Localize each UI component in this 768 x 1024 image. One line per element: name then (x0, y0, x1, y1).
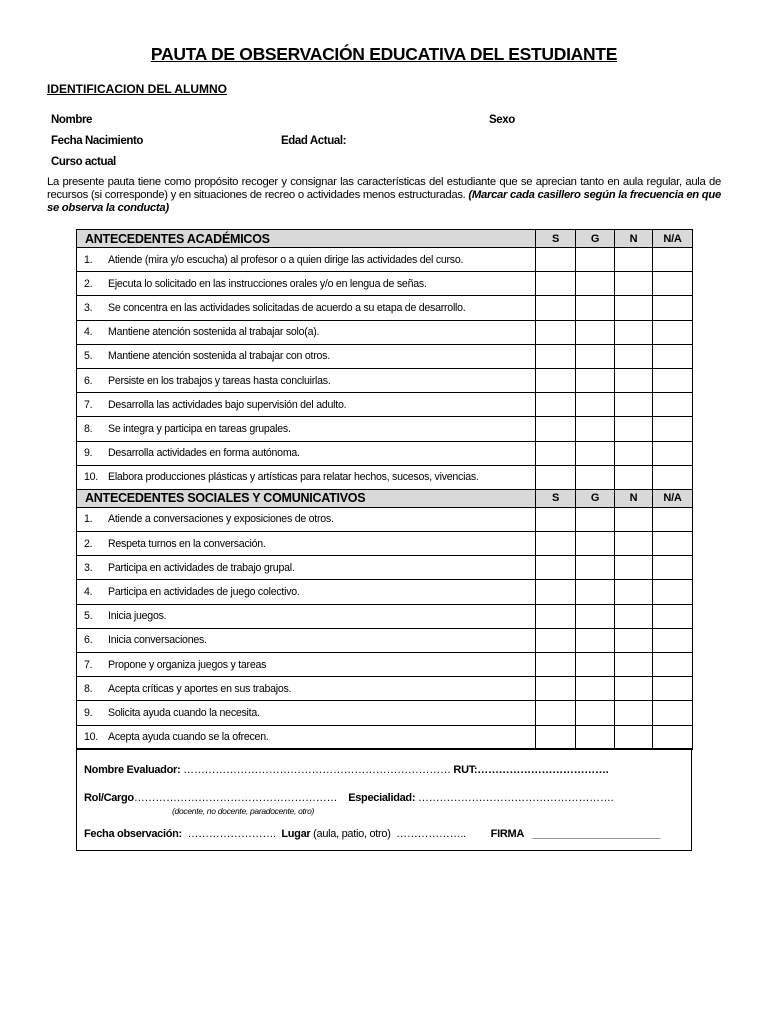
table-row (77, 417, 693, 441)
item-number: 10. (84, 471, 98, 484)
rol-field[interactable]: ………………………………………………… (133, 792, 338, 804)
item-number: 3. (84, 561, 93, 574)
mark-cell[interactable] (576, 677, 615, 701)
rol-label: Rol/Cargo (84, 792, 134, 804)
identification-heading: IDENTIFICACION DEL ALUMNO (47, 82, 227, 96)
mark-cell[interactable] (653, 701, 693, 725)
mark-cell[interactable] (615, 465, 653, 489)
nombre-label: Nombre (51, 114, 93, 126)
table-row (77, 272, 693, 296)
item-number: 1. (84, 513, 93, 526)
item-cell (77, 604, 536, 628)
mark-cell[interactable] (536, 368, 576, 392)
mark-cell[interactable] (615, 320, 653, 344)
item-text: Atiende a conversaciones y exposiciones de otros. (108, 513, 334, 526)
item-number: 9. (84, 447, 93, 460)
mark-cell[interactable] (615, 296, 653, 320)
column-header: S (536, 489, 576, 507)
curso-actual-label: Curso actual (51, 156, 116, 168)
table-row (77, 580, 693, 604)
mark-cell[interactable] (536, 556, 576, 580)
mark-cell[interactable] (653, 296, 693, 320)
item-number: 8. (84, 422, 93, 435)
fecha-nacimiento-label: Fecha Nacimiento (51, 135, 144, 147)
mark-cell[interactable] (576, 653, 615, 677)
table-row (77, 725, 693, 749)
mark-cell[interactable] (653, 441, 693, 465)
mark-cell[interactable] (615, 507, 653, 531)
edad-actual-label: Edad Actual: (281, 135, 347, 147)
mark-cell[interactable] (653, 368, 693, 392)
item-cell (77, 556, 536, 580)
item-text: Acepta ayuda cuando se la ofrecen. (108, 731, 269, 744)
table-row (77, 344, 693, 368)
item-cell (77, 296, 536, 320)
evaluador-field[interactable]: ………………………………………………………………… (183, 764, 451, 776)
item-text: Solicita ayuda cuando la necesita. (108, 706, 260, 719)
mark-cell[interactable] (615, 725, 653, 749)
item-cell (77, 677, 536, 701)
firma-field[interactable]: ______________________ (532, 828, 661, 840)
table-row (77, 441, 693, 465)
mark-cell[interactable] (576, 296, 615, 320)
item-text: Respeta turnos en la conversación. (108, 537, 266, 550)
mark-cell[interactable] (536, 393, 576, 417)
mark-cell[interactable] (576, 701, 615, 725)
mark-cell[interactable] (536, 296, 576, 320)
mark-cell[interactable] (615, 393, 653, 417)
mark-cell[interactable] (576, 272, 615, 296)
item-number: 1. (84, 253, 93, 266)
mark-cell[interactable] (615, 653, 653, 677)
item-text: Ejecuta lo solicitado en las instrucciones orales y/o en lengua de señas. (108, 277, 427, 290)
item-text: Elabora producciones plásticas y artísticas para relatar hechos, sucesos, vivencias. (108, 471, 479, 484)
table-row (77, 393, 693, 417)
item-text: Desarrolla actividades en forma autónoma. (108, 447, 300, 460)
mark-cell[interactable] (576, 344, 615, 368)
item-number: 9. (84, 706, 93, 719)
page-title: PAUTA DE OBSERVACIÓN EDUCATIVA DEL ESTUDIANTE (150, 44, 618, 64)
mark-cell[interactable] (653, 393, 693, 417)
item-text: Se integra y participa en tareas grupales. (108, 422, 291, 435)
item-text: Desarrolla las actividades bajo supervisión del adulto. (108, 398, 347, 411)
table-row (77, 604, 693, 628)
mark-cell[interactable] (615, 532, 653, 556)
mark-cell[interactable] (653, 677, 693, 701)
item-text: Inicia juegos. (108, 610, 167, 623)
item-number: 2. (84, 537, 93, 550)
mark-cell[interactable] (615, 701, 653, 725)
item-cell (77, 248, 536, 272)
item-number: 7. (84, 398, 93, 411)
mark-cell[interactable] (615, 628, 653, 652)
table-row (77, 507, 693, 531)
table-row (77, 532, 693, 556)
item-cell (77, 532, 536, 556)
item-cell (77, 725, 536, 749)
especialidad-field[interactable]: ………………………………………………. (417, 792, 614, 804)
mark-cell[interactable] (536, 344, 576, 368)
item-cell (77, 653, 536, 677)
column-header: N/A (653, 489, 693, 507)
mark-cell[interactable] (653, 556, 693, 580)
table-row (77, 368, 693, 392)
fecha-observacion-label: Fecha observación: (84, 828, 182, 840)
mark-cell[interactable] (536, 653, 576, 677)
item-cell (77, 368, 536, 392)
section-title: ANTECEDENTES SOCIALES Y COMUNICATIVOS (77, 489, 536, 507)
item-cell (77, 701, 536, 725)
especialidad-label: Especialidad: (348, 792, 416, 804)
mark-cell[interactable] (576, 580, 615, 604)
item-cell (77, 441, 536, 465)
table-row (77, 556, 693, 580)
lugar-hint: (aula, patio, otro) (313, 828, 391, 840)
mark-cell[interactable] (576, 441, 615, 465)
item-number: 5. (84, 610, 93, 623)
item-number: 4. (84, 326, 93, 339)
mark-cell[interactable] (615, 344, 653, 368)
table-row (77, 320, 693, 344)
item-cell (77, 507, 536, 531)
lugar-field[interactable]: ……………….. (396, 828, 466, 840)
item-cell (77, 344, 536, 368)
mark-cell[interactable] (653, 580, 693, 604)
mark-cell[interactable] (536, 465, 576, 489)
mark-cell[interactable] (653, 465, 693, 489)
section-header-row (77, 230, 693, 248)
mark-cell[interactable] (576, 532, 615, 556)
item-text: Atiende (mira y/o escucha) al profesor o a quien dirige las actividades del curso. (108, 253, 464, 266)
item-number: 8. (84, 682, 93, 695)
rut-field[interactable]: ………………………………. (477, 764, 609, 776)
item-number: 2. (84, 277, 93, 290)
column-header: N (615, 489, 653, 507)
observation-table (76, 229, 693, 750)
section-title: ANTECEDENTES ACADÉMICOS (77, 230, 536, 248)
mark-cell[interactable] (653, 507, 693, 531)
item-cell (77, 465, 536, 489)
rut-label: RUT: (453, 764, 478, 776)
sexo-label: Sexo (489, 114, 515, 126)
mark-cell[interactable] (536, 417, 576, 441)
column-header: S (536, 230, 576, 248)
mark-cell[interactable] (536, 677, 576, 701)
item-text: Mantiene atención sostenida al trabajar con otros. (108, 350, 330, 363)
mark-cell[interactable] (615, 417, 653, 441)
mark-cell[interactable] (536, 441, 576, 465)
evaluador-label: Nombre Evaluador: (84, 764, 181, 776)
item-number: 6. (84, 634, 93, 647)
mark-cell[interactable] (536, 628, 576, 652)
item-number: 3. (84, 301, 93, 314)
table-row (77, 628, 693, 652)
item-text: Se concentra en las actividades solicitadas de acuerdo a su etapa de desarrollo. (108, 301, 466, 314)
mark-cell[interactable] (576, 725, 615, 749)
mark-cell[interactable] (576, 556, 615, 580)
lugar-label: Lugar (281, 828, 311, 840)
mark-cell[interactable] (576, 604, 615, 628)
intro-text: La presente pauta tiene como propósito recoger y consignar las características del estudiante que se aprecian tanto en aula regular, aula de recursos (si corresponde) y en situaciones de recreo o actividades menos estructuradas. (47, 176, 721, 201)
firma-label: FIRMA (490, 828, 524, 840)
mark-cell[interactable] (576, 465, 615, 489)
mark-cell[interactable] (536, 701, 576, 725)
intro-paragraph (47, 176, 721, 215)
mark-cell[interactable] (653, 725, 693, 749)
mark-cell[interactable] (653, 272, 693, 296)
evaluator-box (76, 748, 692, 851)
item-number: 6. (84, 374, 93, 387)
mark-cell[interactable] (653, 320, 693, 344)
mark-cell[interactable] (653, 344, 693, 368)
mark-cell[interactable] (576, 248, 615, 272)
mark-cell[interactable] (536, 604, 576, 628)
item-cell (77, 272, 536, 296)
mark-cell[interactable] (536, 580, 576, 604)
mark-cell[interactable] (615, 272, 653, 296)
column-header: N (615, 230, 653, 248)
mark-cell[interactable] (536, 725, 576, 749)
table-row (77, 701, 693, 725)
mark-cell[interactable] (653, 653, 693, 677)
mark-cell[interactable] (576, 628, 615, 652)
table-row (77, 465, 693, 489)
table-row (77, 296, 693, 320)
mark-cell[interactable] (615, 441, 653, 465)
table-row (77, 248, 693, 272)
item-cell (77, 417, 536, 441)
mark-cell[interactable] (615, 604, 653, 628)
column-header: N/A (653, 230, 693, 248)
mark-cell[interactable] (536, 272, 576, 296)
item-text: Participa en actividades de juego colectivo. (108, 586, 300, 599)
mark-cell[interactable] (576, 507, 615, 531)
item-cell (77, 320, 536, 344)
mark-cell[interactable] (536, 320, 576, 344)
mark-cell[interactable] (615, 580, 653, 604)
table-row (77, 677, 693, 701)
mark-cell[interactable] (615, 248, 653, 272)
item-text: Inicia conversaciones. (108, 634, 207, 647)
table-row (77, 653, 693, 677)
fecha-observacion-field[interactable]: ……………………. (187, 828, 276, 840)
item-number: 10. (84, 731, 98, 744)
item-cell (77, 628, 536, 652)
mark-cell[interactable] (615, 368, 653, 392)
mark-cell[interactable] (536, 532, 576, 556)
item-text: Acepta críticas y aportes en sus trabajos. (108, 682, 292, 695)
mark-cell[interactable] (536, 507, 576, 531)
item-text: Propone y organiza juegos y tareas (108, 658, 267, 671)
section-header-row (77, 489, 693, 507)
mark-cell[interactable] (576, 320, 615, 344)
mark-cell[interactable] (653, 628, 693, 652)
item-cell (77, 393, 536, 417)
mark-cell[interactable] (653, 532, 693, 556)
item-text: Persiste en los trabajos y tareas hasta concluirlas. (108, 374, 331, 387)
mark-cell[interactable] (536, 248, 576, 272)
mark-cell[interactable] (615, 556, 653, 580)
item-number: 7. (84, 658, 93, 671)
mark-cell[interactable] (576, 417, 615, 441)
column-header: G (576, 230, 615, 248)
rol-note: (docente, no docente, paradocente, otro) (172, 806, 315, 816)
mark-cell[interactable] (576, 368, 615, 392)
mark-cell[interactable] (615, 677, 653, 701)
mark-cell[interactable] (576, 393, 615, 417)
item-text: Mantiene atención sostenida al trabajar solo(a). (108, 326, 320, 339)
column-header: G (576, 489, 615, 507)
intro-instruction: (Marcar cada casillero según la frecuencia en que se observa la conducta) (47, 189, 721, 214)
mark-cell[interactable] (653, 248, 693, 272)
item-cell (77, 580, 536, 604)
item-number: 5. (84, 350, 93, 363)
mark-cell[interactable] (653, 604, 693, 628)
item-number: 4. (84, 586, 93, 599)
item-text: Participa en actividades de trabajo grupal. (108, 561, 295, 574)
mark-cell[interactable] (653, 417, 693, 441)
